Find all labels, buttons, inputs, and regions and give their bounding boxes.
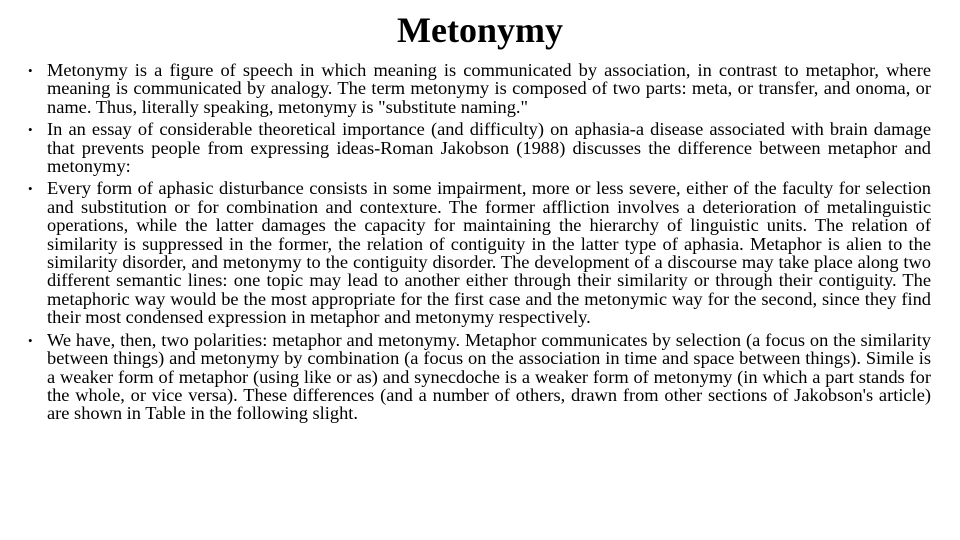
bullet-dot-icon: • (28, 332, 33, 348)
bullet-item (28, 61, 931, 116)
bullet-text: Every form of aphasic disturbance consists in some impairment, more or less severe, either of the faculty for selection and substitution or for combination and contexture. The former affliction involves a deterioration of metalinguistic operations, while the latter damages the capacity for maintaining the hierarchy of linguistic units. The relation of similarity is suppressed in the former, the relation of contiguity in the latter type of aphasia. Metaphor is alien to the similarity disorder, and metonymy to the contiguity disorder. The development of a discourse may take place along two different semantic lines: one topic may lead to another either through their similarity or through their contiguity. The metaphoric way would be the most appropriate for the first case and the metonymic way for the second, since they find their most condensed expression in metaphor and metonymy respectively. (47, 178, 931, 328)
slide-title: Metonymy (397, 10, 563, 50)
bullet-item (28, 179, 931, 326)
bullet-item (28, 120, 931, 175)
bullet-dot-icon: • (28, 181, 33, 197)
bullet-text: Metonymy is a figure of speech in which meaning is communicated by association, in contrast to metaphor, where meaning is communicated by analogy. The term metonymy is composed of two parts: meta, or transfer, and onoma, or name. Thus, literally speaking, metonymy is "substitute naming." (47, 60, 931, 117)
bullet-text: In an essay of considerable theoretical importance (and difficulty) on aphasia-a disease associated with brain damage that prevents people from expressing ideas-Roman Jakobson (1988) discusses the difference between metaphor and metonymy: (47, 119, 931, 177)
bullet-item (28, 331, 931, 423)
bullet-dot-icon: • (28, 63, 33, 78)
bullet-list (28, 61, 931, 427)
bullet-text: We have, then, two polarities: metaphor and metonymy. Metaphor communicates by selection (a focus on the similarity between things) and metonymy by combination (a focus on the association in time and space between things). Simile is a weaker form of metaphor (using like or as) and synecdoche is a weaker form of metonymy (in which a part stands for the whole, or vice versa). These differences (and a number of others, drawn from other sections of Jakobson's article) are shown in Table in the following slight. (47, 329, 931, 424)
bullet-dot-icon: • (28, 122, 33, 138)
